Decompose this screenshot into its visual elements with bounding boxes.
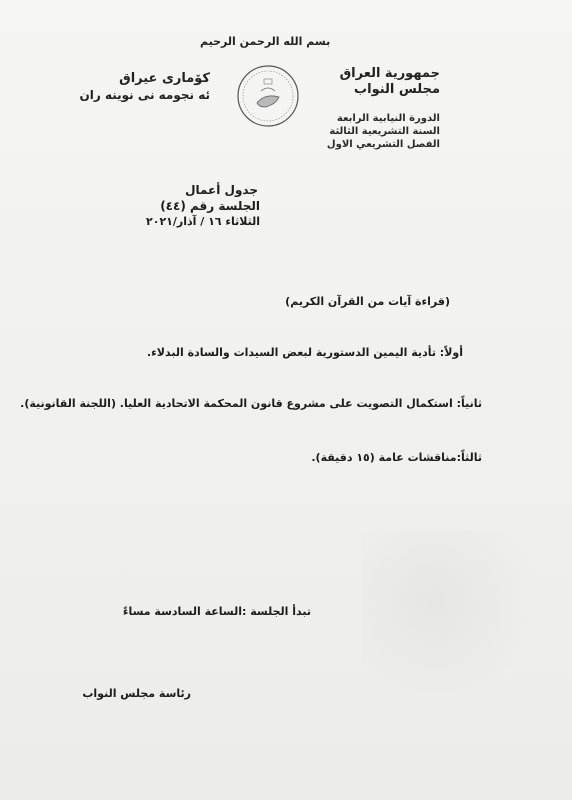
- republic-title: جمهورية العراق: [339, 66, 440, 81]
- session-start-time: تبدأ الجلسة :الساعة السادسة مساءً: [122, 605, 311, 618]
- council-title: مجلس النواب: [354, 82, 440, 97]
- parliamentary-term-line: الدورة النيابية الرابعة: [336, 113, 440, 124]
- agenda-item-first: أولاً: تأدية اليمين الدستورية لبعض السيدات والسادة البدلاء.: [147, 346, 463, 359]
- basmala-heading: بسم الله الرحمن الرحيم: [200, 35, 331, 48]
- kurdish-council-title: ئه نجومه نی نوینه ران: [79, 88, 210, 102]
- agenda-title: جدول أعمال: [185, 183, 258, 197]
- legislative-term-line: الفصل التشريعي الاول: [326, 139, 440, 150]
- council-presidency-signature: رئاسة مجلس النواب: [82, 687, 191, 700]
- session-date: الثلاثاء ١٦ / آذار/٢٠٢١: [146, 215, 260, 228]
- council-emblem-icon: [235, 63, 301, 129]
- kurdish-republic-title: كۆماری عیراق: [119, 71, 210, 86]
- session-number: الجلسة رقم (٤٤): [160, 199, 260, 213]
- scan-smudge: [362, 530, 542, 700]
- agenda-item-second: ثانياً: استكمال التصويت على مشروع قانون المحكمة الاتحادية العليا. (اللجنة القانونية).: [20, 397, 482, 410]
- agenda-item-third: ثالثاً:مناقشات عامة (١٥ دقيقة).: [311, 451, 482, 464]
- legislative-year-line: السنة التشريعية الثالثة: [329, 126, 440, 137]
- agenda-item-quran: (قراءة آيات من القرآن الكريم): [285, 295, 450, 308]
